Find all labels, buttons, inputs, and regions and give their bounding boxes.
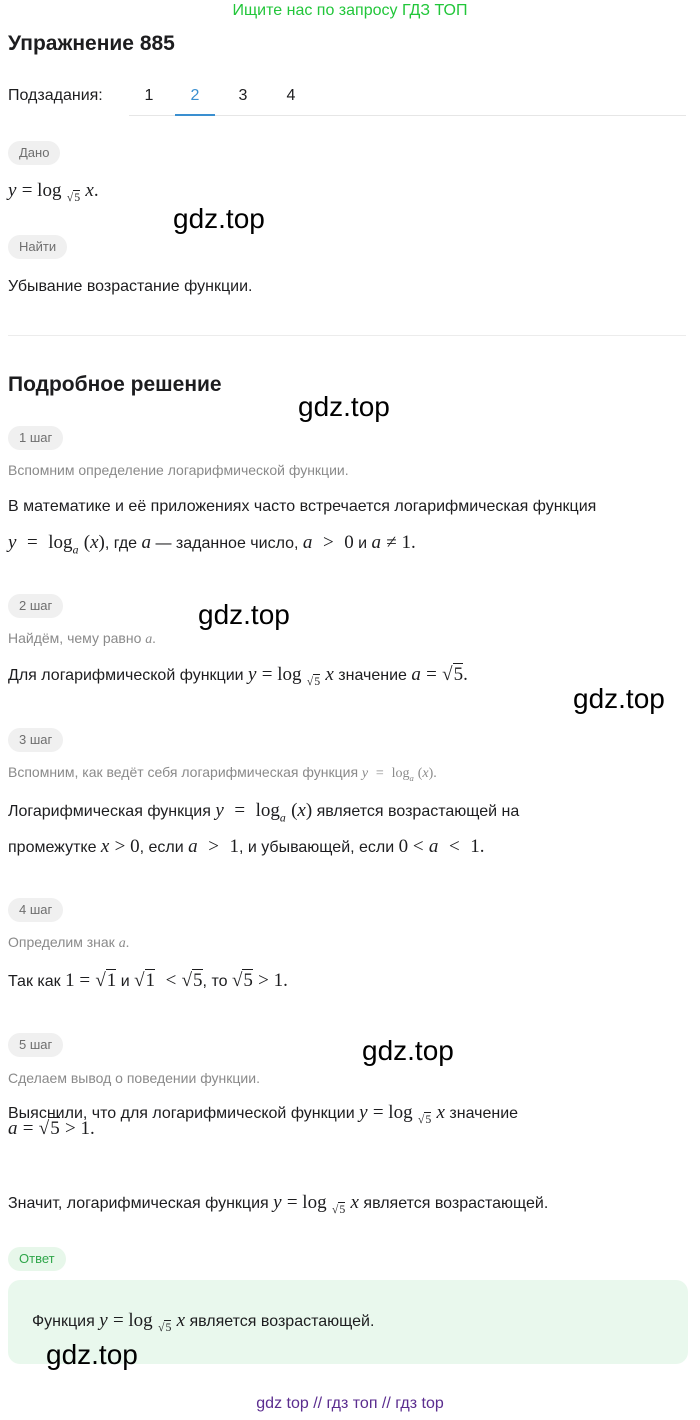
step-3-hint: Вспомним, как ведёт себя логарифмическая функция $y = \log_a (x)$. [8, 764, 437, 783]
step-1-line-2: $y = \log_a (x)$, где a — заданное число, a > 0 и a ≠ 1. [8, 532, 416, 557]
solution-title: Подробное решение [8, 373, 222, 396]
step-3-line-2: промежутке x > 0, если a > 1, и убывающей, если 0 < a < 1. [8, 836, 485, 857]
step-5-pill: 5 шаг [8, 1033, 63, 1057]
given-pill: Дано [8, 141, 60, 165]
subtasks-label: Подзадания: [8, 87, 103, 104]
step-4-hint: Определим знак a. [8, 934, 130, 951]
step-5-line-1: Выяснили, что для логарифмической функции y = log $_{√5}$ x значение [8, 1102, 519, 1127]
active-tab-indicator [175, 114, 215, 116]
step-2-hint: Найдём, чему равно a. [8, 630, 156, 647]
step-2-pill: 2 шаг [8, 594, 63, 618]
watermark: gdz.top [573, 683, 665, 714]
tab-1[interactable]: 1 [144, 87, 154, 104]
step-4-text: Так как 1 = √1 и √1 < √5, то √5 > 1. [8, 970, 288, 991]
section-divider [8, 335, 686, 336]
page-title: Упражнение 885 [8, 32, 175, 55]
given-formula: y = log $_{√5}$ x. [8, 180, 99, 205]
step-2-text: Для логарифмической функции y = log $_{√5}$ x значение a = √5. [8, 664, 468, 689]
step-5-line-2: a = √5 > 1. [8, 1118, 95, 1139]
answer-text: Функция y = log $_{√5}$ x является возрастающей. [32, 1310, 375, 1335]
step-1-line-1: В математике и её приложениях часто встречается логарифмическая функция [8, 498, 597, 515]
step-5-line-3: Значит, логарифмическая функция y = log $_{√5}$ x является возрастающей. [8, 1192, 549, 1217]
step-1-hint: Вспомним определение логарифмической функции. [8, 462, 349, 478]
top-banner[interactable]: Ищите нас по запросу ГДЗ ТОП [232, 2, 468, 19]
answer-pill: Ответ [8, 1247, 66, 1271]
step-4-pill: 4 шаг [8, 898, 63, 922]
find-text: Убывание возрастание функции. [8, 278, 253, 295]
step-3-pill: 3 шаг [8, 728, 63, 752]
footer-links[interactable]: gdz top // гдз топ // гдз top [256, 1395, 444, 1412]
step-3-line-1: Логарифмическая функция $y = \log_a (x)$ является возрастающей на [8, 800, 520, 825]
watermark: gdz.top [173, 203, 265, 234]
tab-2[interactable]: 2 [190, 87, 200, 104]
watermark: gdz.top [198, 599, 290, 630]
tab-3[interactable]: 3 [238, 87, 248, 104]
watermark: gdz.top [298, 391, 390, 422]
find-pill: Найти [8, 235, 67, 259]
step-5-hint: Сделаем вывод о поведении функции. [8, 1070, 260, 1086]
watermark: gdz.top [46, 1339, 138, 1370]
step-1-pill: 1 шаг [8, 426, 63, 450]
watermark: gdz.top [362, 1035, 454, 1066]
tab-4[interactable]: 4 [286, 87, 296, 104]
